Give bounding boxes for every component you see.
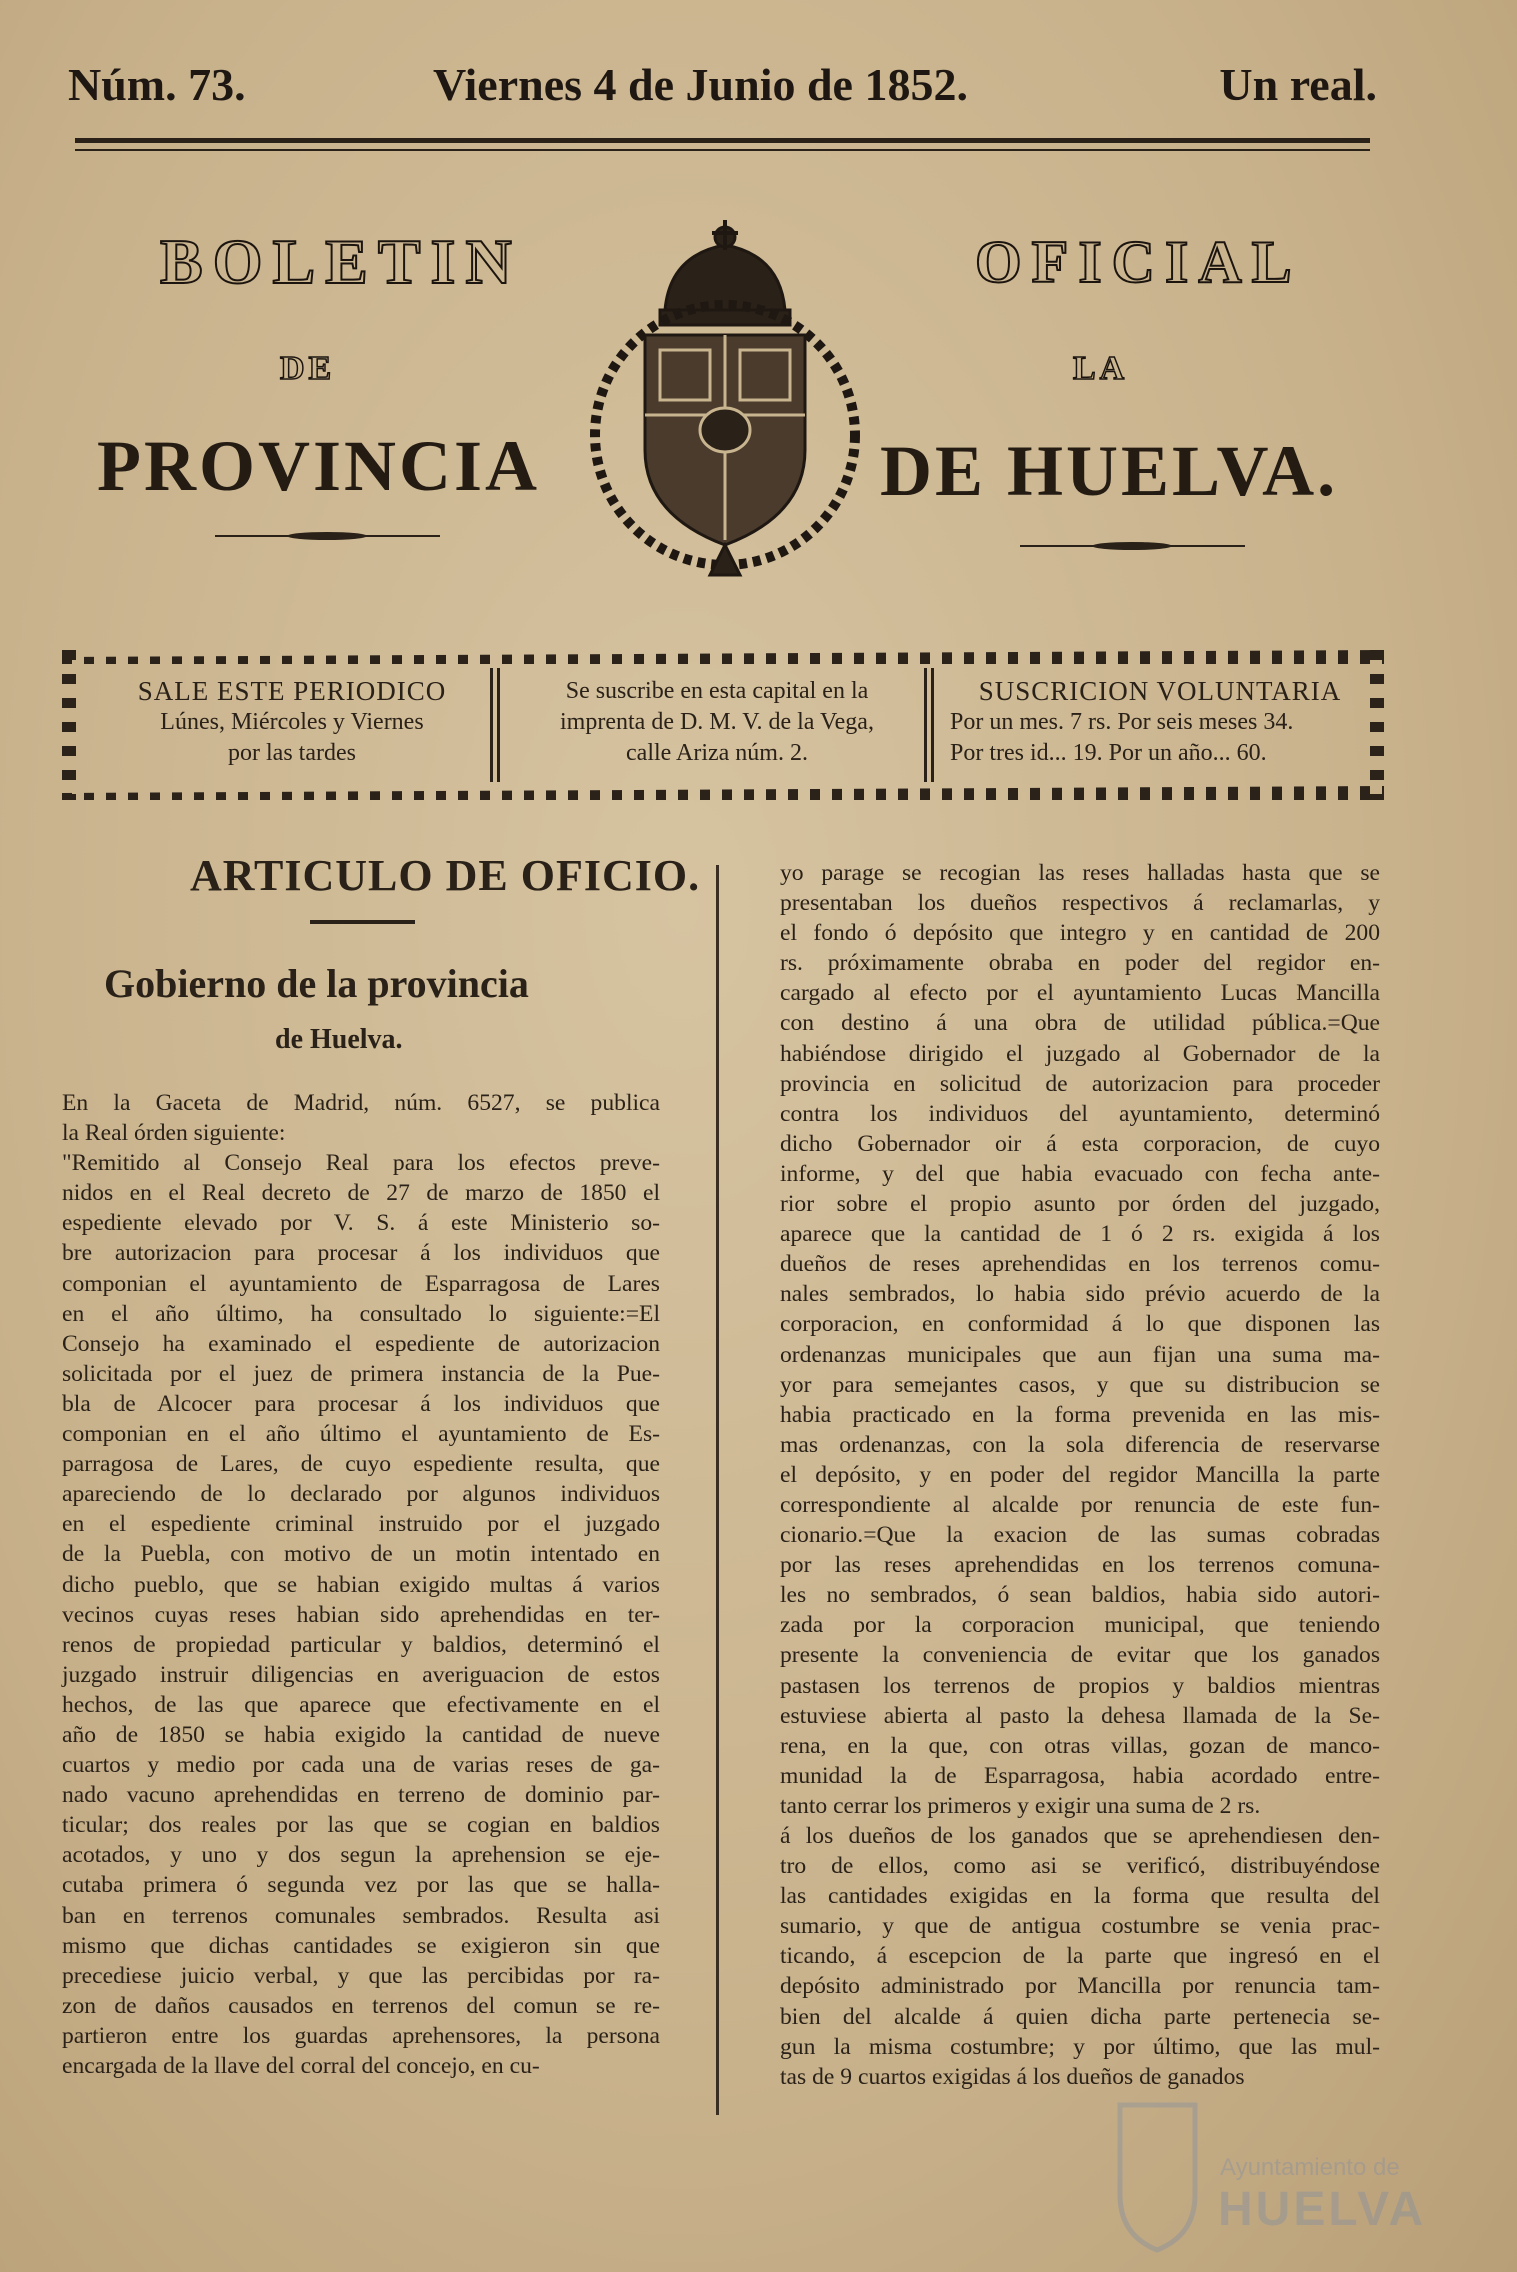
article-line: cutaba primera ó segunda vez por las que se halla- xyxy=(62,1872,660,1899)
article-line: de la Puebla, con motivo de un motin intentado en xyxy=(62,1541,660,1568)
article-line: cionario.=Que la exacion de las sumas cobradas xyxy=(780,1522,1380,1549)
article-line: pastasen los terrenos de propios y baldios mientras xyxy=(780,1672,1380,1699)
article-line: componian en el año último el ayuntamiento de Es- xyxy=(62,1421,660,1448)
article-line: nado vacuno aprehendidas en terreno de dominio par- xyxy=(62,1782,660,1809)
title-provincia: PROVINCIA xyxy=(97,426,541,506)
flourish-right-icon xyxy=(1020,540,1245,552)
article-line: la Real órden siguiente: xyxy=(62,1120,286,1147)
article-line: juzgado instruir diligencias en averiguacion de estos xyxy=(62,1661,660,1688)
subscription-prices: SUSCRICION VOLUNTARIA Por un mes. 7 rs. Por seis meses 34. Por tres id... 19. Por un año... 60. xyxy=(950,676,1342,766)
article-line: nales sembrados, lo habia sido prévio acuerdo de la xyxy=(780,1281,1380,1308)
box-divider xyxy=(497,668,500,782)
article-line: á los dueños de los ganados que se aprehendiesen den- xyxy=(780,1823,1380,1849)
article-line: en el año último, ha consultado lo siguiente:=El xyxy=(62,1300,660,1327)
article-line: acotados, y uno y dos segun la aprehension se eje- xyxy=(62,1842,660,1869)
article-line: espediente elevado por V. S. á este Ministerio so- xyxy=(62,1210,660,1237)
article-line: informe, y del que habia evacuado con fecha ante- xyxy=(780,1160,1380,1187)
article-line: partieron entre los guardas aprehensores, la persona xyxy=(62,2022,660,2049)
article-line: parragosa de Lares, de cuyo espediente resulta, que xyxy=(62,1451,660,1478)
article-line: tro de ellos, como asi se verificó, distribuyéndose xyxy=(780,1853,1380,1880)
article-line: les no sembrados, ó sean baldios, habia sido autori- xyxy=(780,1582,1380,1609)
article-line: corporacion, en conformidad á lo que disponen las xyxy=(780,1311,1380,1338)
article-line: renos de propiedad particular y baldios, determinó el xyxy=(62,1631,660,1658)
article-line: tanto cerrar los primeros y exigir una suma de 2 rs. xyxy=(780,1792,1261,1819)
box-divider xyxy=(490,668,493,782)
section-rule xyxy=(310,920,415,924)
issue-price: Un real. xyxy=(1219,59,1377,110)
article-line: dicho pueblo, que se habian exigido multas á varios xyxy=(62,1571,660,1598)
article-line: yor para semejantes casos, y que su distribucion se xyxy=(780,1371,1380,1398)
title-boletin: BOLETIN xyxy=(160,226,522,297)
ornamental-border-left xyxy=(62,650,76,800)
article-line: rs. próximamente obraba en poder del regidor en- xyxy=(780,950,1380,977)
title-oficial: OFICIAL xyxy=(975,229,1302,295)
publication-schedule: SALE ESTE PERIODICO Lúnes, Miércoles y Viernes por las tardes xyxy=(137,676,447,766)
section-title: ARTICULO DE OFICIO. xyxy=(190,851,701,900)
article-line: sumario, y que de antigua costumbre se venia prac- xyxy=(780,1913,1380,1940)
article-line: rior sobre el propio asunto por órden del juzgado, xyxy=(780,1191,1380,1218)
article-line: aparece que la cantidad de 1 ó 2 rs. exigida á los xyxy=(780,1221,1380,1248)
issue-number: Núm. 73. xyxy=(68,59,246,110)
article-line: las cantidades exigidas en la forma que resulta del xyxy=(780,1883,1380,1910)
article-line: Consejo ha examinado el espediente de autorizacion xyxy=(62,1330,660,1357)
article-line: "Remitido al Consejo Real para los efectos preve- xyxy=(62,1150,660,1177)
article-line: En la Gaceta de Madrid, núm. 6527, se publica xyxy=(62,1090,660,1116)
article-line: ban en terrenos comunales sembrados. Resulta asi xyxy=(62,1902,660,1929)
watermark-line2: HUELVA xyxy=(1218,2183,1427,2236)
article-line: dicho Gobernador oir á esta corporacion, de cuyo xyxy=(780,1130,1380,1157)
article-line: correspondiente al alcalde por renuncia de este fun- xyxy=(780,1491,1380,1518)
article-line: ticular; dos reales por las que se cogian en baldios xyxy=(62,1812,660,1839)
article-line: habia practicado en la forma prevenida en las mis- xyxy=(780,1401,1380,1428)
article-line: ticando, á escepcion de la parte que ingresó en el xyxy=(780,1943,1380,1970)
column-divider xyxy=(716,865,719,2115)
article-line: bla de Alcocer para procesar á los individuos que xyxy=(62,1390,660,1417)
box-divider xyxy=(924,668,927,782)
article-line: estuviese abierta al pasto la dehesa llamada de la Se- xyxy=(780,1702,1380,1729)
article-line: munidad la de Esparragosa, habia acordado entre- xyxy=(780,1762,1380,1789)
article-line: encargada de la llave del corral del concejo, en cu- xyxy=(62,2053,540,2079)
article-line: presente la conveniencia de evitar que los ganados xyxy=(780,1642,1380,1669)
article-line: depósito administrado por Mancilla por renuncia tam- xyxy=(780,1973,1380,2000)
article-column-right xyxy=(780,858,1380,2092)
article-line: tas de 9 cuartos exigidas á los dueños de ganados xyxy=(780,2063,1245,2090)
flourish-left-icon xyxy=(215,530,440,542)
issue-date: Viernes 4 de Junio de 1852. xyxy=(433,59,968,110)
ornamental-border-top xyxy=(62,650,1384,664)
article-line: hechos, de las que aparece que efectivamente en el xyxy=(62,1691,660,1718)
article-line: presentaban los dueños respectivos á reclamarlas, y xyxy=(780,890,1380,917)
article-line: bre autorizacion para procesar á los individuos que xyxy=(62,1240,660,1267)
archive-watermark xyxy=(1100,2085,1430,2255)
article-line: en el espediente criminal instruido por el juzgado xyxy=(62,1511,660,1538)
ornamental-border-right xyxy=(1370,650,1384,800)
article-line: contra los individuos del ayuntamiento, determinó xyxy=(780,1100,1380,1127)
article-line: precediese juicio verbal, y que las percibidas por ra- xyxy=(62,1962,660,1989)
article-column-left xyxy=(62,1088,660,2081)
article-line: zada por la corporacion municipal, que teniendo xyxy=(780,1612,1380,1639)
watermark-shield-icon xyxy=(1120,2105,1195,2250)
article-line: apareciendo de lo declarado por algunos individuos xyxy=(62,1481,660,1508)
article-line: rena, en la que, con otras villas, gozan de manco- xyxy=(780,1732,1380,1759)
article-line: nidos en el Real decreto de 27 de marzo de 1850 el xyxy=(62,1180,660,1207)
article-line: solicitada por el juez de primera instancia de la Pue- xyxy=(62,1360,660,1387)
article-line: cargado al efecto por el ayuntamiento Lucas Mancilla xyxy=(780,980,1380,1007)
article-line: bien del alcalde á quien dicha parte pertenecia se- xyxy=(780,2003,1380,2030)
article-line: habiéndose dirigido el juzgado al Gobernador de la xyxy=(780,1040,1380,1067)
article-line: gun la misma costumbre; y por último, que las mul- xyxy=(780,2033,1380,2060)
article-line: por las reses aprehendidas en los terrenos comuna- xyxy=(780,1552,1380,1579)
ornamental-border-bottom xyxy=(62,786,1384,800)
article-line: ordenanzas municipales que aun fijan una suma ma- xyxy=(780,1341,1380,1368)
article-subheading: de Huelva. xyxy=(275,1024,403,1055)
article-line: año de 1850 se habia exigido la cantidad de nueve xyxy=(62,1721,660,1748)
article-line: mismo que dichas cantidades se exigieron sin que xyxy=(62,1932,660,1959)
article-line: yo parage se recogian las reses halladas hasta que se xyxy=(780,860,1380,886)
subscription-box xyxy=(62,650,1384,800)
article-line: provincia en solicitud de autorizacion para proceder xyxy=(780,1070,1380,1097)
royal-coat-of-arms-icon xyxy=(580,215,870,585)
masthead-rule xyxy=(75,138,1370,143)
title-de: DE xyxy=(280,350,336,387)
subscription-address: Se suscribe en esta capital en la imprenta de D. M. V. de la Vega, calle Ariza núm. 2. xyxy=(560,678,874,766)
article-line: cuartos y medio por cada una de varias reses de ga- xyxy=(62,1752,660,1779)
article-line: vecinos cuyas reses habian sido aprehendidas en ter- xyxy=(62,1601,660,1628)
article-line: mas ordenanzas, con la sola diferencia de reservarse xyxy=(780,1431,1380,1458)
article-line: dueños de reses aprehendidas en los terrenos comu- xyxy=(780,1251,1380,1278)
article-line: con destino á una obra de utilidad pública.=Que xyxy=(780,1010,1380,1037)
watermark-line1: Ayuntamiento de xyxy=(1220,2154,1400,2181)
article-heading: Gobierno de la provincia xyxy=(104,961,529,1006)
title-de-huelva: DE HUELVA. xyxy=(880,431,1339,511)
article-line: el fondo ó depósito que integro y en cantidad de 200 xyxy=(780,920,1380,947)
article-line: zon de daños causados en terrenos del comun se re- xyxy=(62,1992,660,2019)
masthead-rule-thin xyxy=(75,149,1370,151)
article-line: el depósito, y en poder del regidor Mancilla la parte xyxy=(780,1461,1380,1488)
box-divider xyxy=(931,668,934,782)
masthead xyxy=(68,58,1377,118)
article-line: componian el ayuntamiento de Esparragosa de Lares xyxy=(62,1270,660,1297)
title-la: LA xyxy=(1073,350,1129,387)
